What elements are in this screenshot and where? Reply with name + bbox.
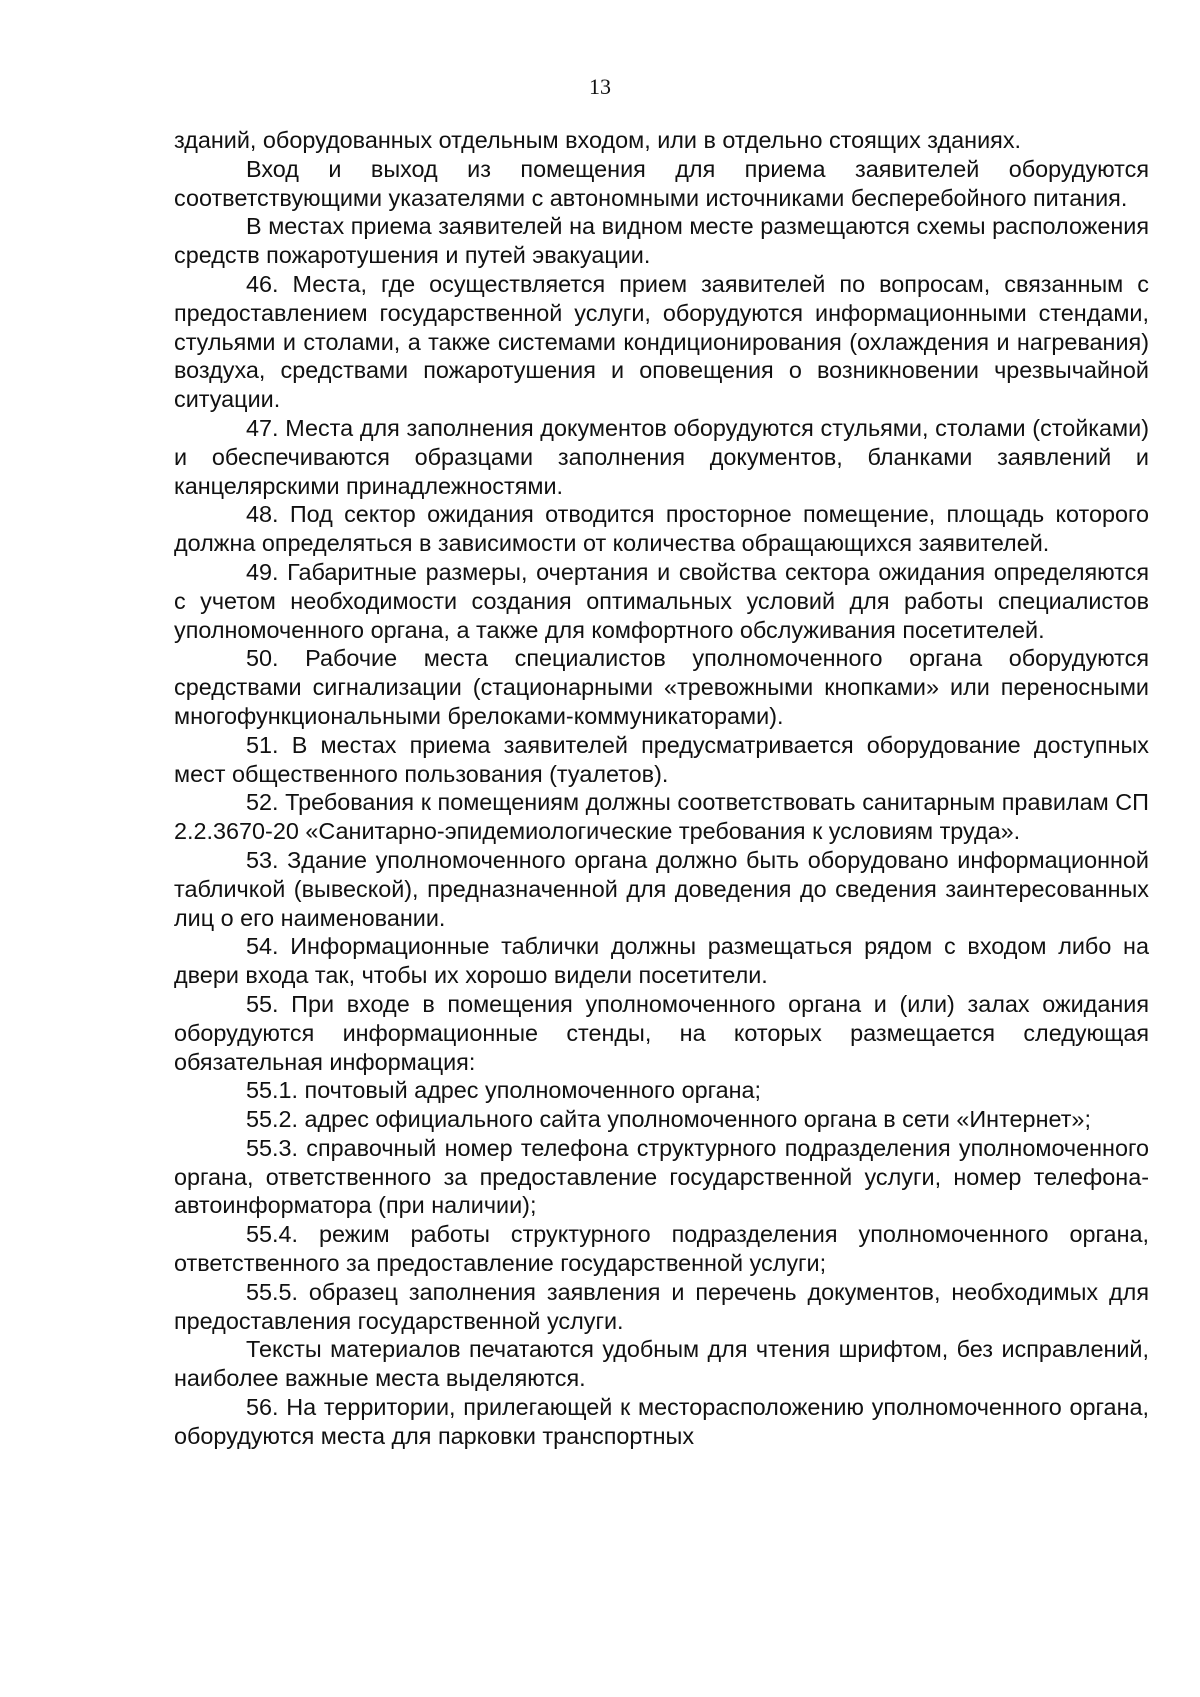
paragraph-48: 48. Под сектор ожидания отводится просторное помещение, площадь которого должна определяться в зависимости от количества обращающихся заявителей.	[174, 501, 1149, 557]
paragraph-54: 54. Информационные таблички должны размещаться рядом с входом либо на двери входа так, чтобы их хорошо видели посетители.	[174, 933, 1149, 989]
page-number: 13	[589, 74, 611, 99]
paragraph-55-2: 55.2. адрес официального сайта уполномоченного органа в сети «Интернет»;	[246, 1106, 1091, 1133]
paragraph-46: 46. Места, где осуществляется прием заявителей по вопросам, связанным с предоставлением государственной услуги, оборудуются информационными стендами, стульями и столами, а также системами кондиционирования (охлаждения и нагревания) воздуха, средствами пожаротушения и оповещения о возникновении чрезвычайной ситуации.	[174, 270, 1149, 413]
paragraph-55-1: 55.1. почтовый адрес уполномоченного органа;	[246, 1077, 762, 1104]
paragraph-texts-materials: Тексты материалов печатаются удобным для чтения шрифтом, без исправлений, наиболее важные места выделяются.	[174, 1336, 1149, 1392]
paragraph-55: 55. При входе в помещения уполномоченного органа и (или) залах ожидания оборудуются информационные стенды, на которых размещается следующая обязательная информация:	[174, 990, 1149, 1075]
paragraph-evacuation-schemes: В местах приема заявителей на видном месте размещаются схемы расположения средств пожаротушения и путей эвакуации.	[174, 213, 1149, 269]
paragraph-55-4: 55.4. режим работы структурного подразделения уполномоченного органа, ответственного за предоставление государственной услуги;	[174, 1221, 1149, 1277]
paragraph-52: 52. Требования к помещениям должны соответствовать санитарным правилам СП 2.2.3670-20 «Санитарно-эпидемиологические требования к условиям труда».	[174, 789, 1149, 845]
paragraph-50: 50. Рабочие места специалистов уполномоченного органа оборудуются средствами сигнализации (стационарными «тревожными кнопками» или переносными многофункциональными брелоками-коммуникаторами).	[174, 645, 1149, 729]
paragraph-51: 51. В местах приема заявителей предусматривается оборудование доступных мест общественного пользования (туалетов).	[174, 731, 1149, 787]
paragraph-56: 56. На территории, прилегающей к месторасположению уполномоченного органа, оборудуются места для парковки транспортных	[174, 1394, 1149, 1449]
paragraph-entrance-exit: Вход и выход из помещения для приема заявителей оборудуются соответствующими указателями с автономными источниками бесперебойного питания.	[174, 155, 1149, 211]
paragraph-continuation: зданий, оборудованных отдельным входом, или в отдельно стоящих зданиях.	[174, 127, 1022, 153]
paragraph-47: 47. Места для заполнения документов оборудуются стульями, столами (стойками) и обеспечиваются образцами заполнения документов, бланками заявлений и канцелярскими принадлежностями.	[174, 414, 1149, 499]
paragraph-53: 53. Здание уполномоченного органа должно быть оборудовано информационной табличкой (вывеской), предназначенной для доведения до сведения заинтересованных лиц о его наименовании.	[174, 846, 1149, 931]
paragraph-49: 49. Габаритные размеры, очертания и свойства сектора ожидания определяются с учетом необходимости создания оптимальных условий для работы специалистов уполномоченного органа, а также для комфортного обслуживания посетителей.	[174, 558, 1149, 643]
paragraph-55-5: 55.5. образец заполнения заявления и перечень документов, необходимых для предоставления государственной услуги.	[174, 1278, 1149, 1334]
paragraph-55-3: 55.3. справочный номер телефона структурного подразделения уполномоченного органа, ответственного за предоставление государственной услуги, номер телефона-автоинформатора (при наличии);	[174, 1134, 1149, 1219]
document-body	[174, 126, 1149, 1451]
